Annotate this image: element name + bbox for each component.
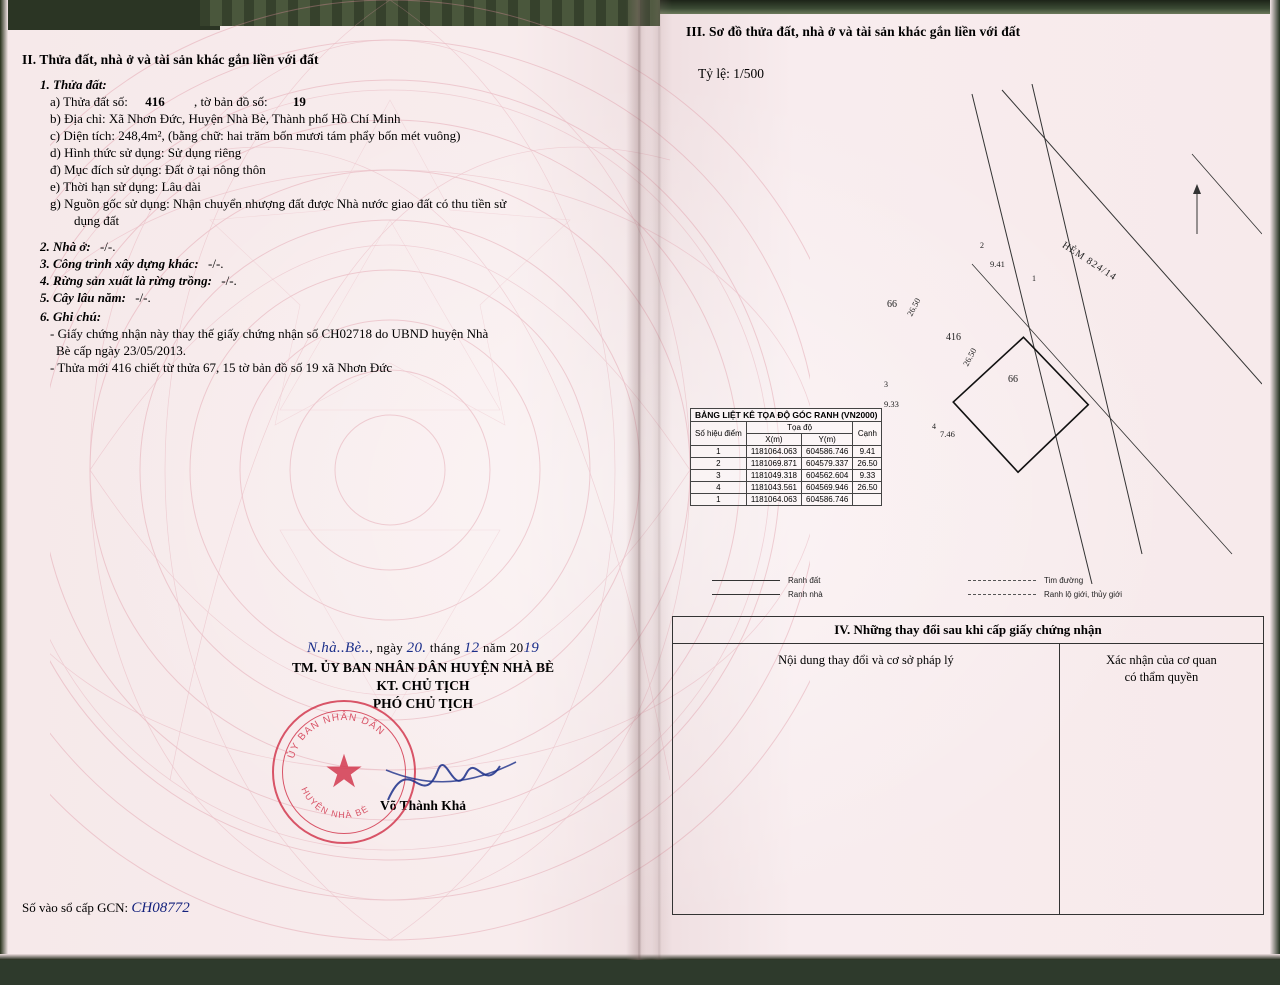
neighbor-parcel-1: 66 [887,299,897,310]
section-3-container [672,24,1262,684]
coord-header-y: Y(m) [802,434,853,446]
coordinate-table-caption: BẢNG LIỆT KÊ TỌA ĐỘ GÓC RANH (VN2000) [691,409,882,422]
use-origin-line-2: dụng đất [74,213,120,228]
parcel-map [672,84,1262,584]
use-purpose-line: đ) Mục đích sử dụng: Đất ở tại nông thôn [50,162,266,177]
section-2-heading: II. Thửa đất, nhà ở và tài sản khác gắn liền với đất [22,52,319,67]
signature-authority: TM. ỦY BAN NHÂN DÂN HUYỆN NHÀ BÈ [291,660,554,675]
coord-edge: 26.50 [853,482,882,494]
item-2-line [22,238,622,255]
edge-dim-3: 26.50 [960,346,979,368]
coord-header-x: X(m) [746,434,801,446]
coord-x: 1181043.561 [746,482,801,494]
signature-day: 20. [406,640,427,656]
signature-place-date [258,640,588,657]
coord-edge: 9.33 [853,470,882,482]
gcn-footer [22,900,190,917]
scale-label: Tỷ lệ: 1/500 [698,66,764,81]
use-origin-line: g) Nguồn gốc sử dụng: Nhận chuyển nhượng đất được Nhà nước giao đất có thu tiền sử [50,196,507,211]
legend-item [712,576,1272,585]
item-3-value: -/-. [208,256,224,271]
section-2-container [22,52,622,376]
use-form-line: d) Hình thức sử dụng: Sử dụng riêng [50,145,242,160]
photo-edge-top-middle [200,0,660,26]
section-4-table [672,616,1264,915]
map-sheet-label: , tờ bản đồ số: [193,94,268,109]
coord-point: 1 [691,494,747,506]
corner-point-3: 3 [884,380,888,389]
coord-y: 604586.746 [802,446,853,458]
legend-label: Tim đường [1044,576,1084,585]
signature-place: N.hà..Bè.. [306,640,370,656]
edge-dim-1: 9.41 [990,259,1005,269]
gcn-label: Số vào sổ cấp GCN: [22,900,129,915]
map-legend [712,576,1272,604]
coord-header-group: Tọa độ [746,422,853,434]
signer-name: Võ Thành Khả [379,798,467,813]
signature-date-prefix: , ngày [369,640,404,655]
coord-y: 604569.946 [802,482,853,494]
signature-role-2: PHÓ CHỦ TỊCH [372,696,474,711]
dashed-line-icon [968,580,1036,581]
signature-year: 19 [523,640,540,656]
section-4-col-confirm[interactable] [1060,644,1263,914]
coord-point: 1 [691,446,747,458]
item-6-label: 6. Ghi chú: [40,309,102,324]
signature-year-label: năm 20 [483,640,524,655]
coord-edge: 9.41 [853,446,882,458]
legend-label: Ranh nhà [788,590,823,599]
item-5-line [22,289,622,306]
svg-text:ỦY BAN NHÂN DÂN: ỦY BAN NHÂN DÂN [285,711,387,761]
corner-point-4: 4 [932,422,936,431]
section-4-col-content[interactable] [673,644,1060,914]
table-row [691,494,882,506]
seal-star-icon: ★ [323,746,365,797]
edge-dim-4: 9.33 [884,399,899,409]
area-line: c) Diện tích: 248,4m², (bằng chữ: hai trăm bốn mươi tám phẩy bốn mét vuông) [50,128,461,143]
table-row [691,446,882,458]
table-row [691,482,882,494]
coord-edge [853,494,882,506]
page-fold-shadow-2 [646,0,672,960]
item-4-line [22,272,622,289]
item-5-label: 5. Cây lâu năm: [40,290,126,305]
item-5-value: -/-. [135,290,151,305]
signature-month-label: tháng [429,640,461,655]
note-line-2: - Thửa mới 416 chiết từ thửa 67, 15 tờ bản đồ số 19 xã Nhơn Đức [50,360,393,375]
handwritten-signature [380,740,520,810]
coord-x: 1181064.063 [746,494,801,506]
coord-point: 2 [691,458,747,470]
coordinate-table [690,408,882,506]
coord-edge: 26.50 [853,458,882,470]
item-1-title: 1. Thửa đất: [40,77,107,92]
parcel-number-label: a) Thửa đất số: [50,94,128,109]
use-duration-line: e) Thời hạn sử dụng: Lâu dài [50,179,201,194]
item-4-value: -/-. [221,273,237,288]
parcel-label: 416 [946,332,961,343]
confirm-line-2: có thẩm quyền [1124,670,1199,684]
signature-month: 12 [463,640,480,656]
edge-dim-5: 7.46 [940,429,955,439]
edge-dim-2: 26.50 [904,296,923,318]
coord-header-edge: Cạnh [853,422,882,446]
corner-point-2: 2 [980,241,984,250]
address-line: b) Địa chỉ: Xã Nhơn Đức, Huyện Nhà Bè, Thành phố Hồ Chí Minh [50,111,401,126]
item-3-label: 3. Công trình xây dựng khác: [40,256,199,271]
coord-y: 604586.746 [802,494,853,506]
section-3-heading: III. Sơ đồ thửa đất, nhà ở và tài sản khác gắn liền với đất [686,24,1021,39]
item-4-label: 4. Rừng sản xuất là rừng trồng: [40,273,212,288]
coord-x: 1181064.063 [746,446,801,458]
coord-x: 1181049.318 [746,470,801,482]
coord-x: 1181069.871 [746,458,801,470]
corner-point-1: 1 [1032,274,1036,283]
item-2-label: 2. Nhà ở: [40,239,91,254]
svg-text:HUYỆN NHÀ BÈ: HUYỆN NHÀ BÈ [299,785,371,821]
dashed-line-icon [968,594,1036,595]
note-line-1: - Giấy chứng nhận này thay thế giấy chứng nhận số CH02718 do UBND huyện Nhà [50,326,489,341]
road-name-label: HẺM 824/14 [1060,239,1119,284]
solid-line-icon [712,580,780,581]
coord-y: 604562.604 [802,470,853,482]
coord-point: 3 [691,470,747,482]
coord-point: 4 [691,482,747,494]
map-sheet-value: 19 [292,94,306,109]
section-4-heading: IV. Những thay đổi sau khi cấp giấy chứng nhận [673,617,1263,644]
parcel-number-value: 416 [145,94,165,109]
solid-line-icon [712,594,780,595]
gcn-value: CH08772 [131,900,190,916]
photo-edge-left [0,0,8,960]
photo-edge-right [1270,0,1280,960]
confirm-line-1: Xác nhận của cơ quan [1106,653,1217,667]
coord-header-point: Số hiệu điểm [691,422,747,446]
legend-label: Ranh lộ giới, thủy giới [1044,590,1123,599]
legend-label: Ranh đất [788,576,821,585]
item-2-value: -/-. [99,239,116,254]
table-row [691,470,882,482]
legend-item [712,590,1272,599]
neighbor-parcel-2: 66 [1008,374,1018,385]
section-4-col-content-header: Nội dung thay đổi và cơ sở pháp lý [778,653,954,667]
parcel-number-line [22,93,622,110]
note-line-1b: Bè cấp ngày 23/05/2013. [56,343,186,358]
table-row [691,458,882,470]
coord-y: 604579.337 [802,458,853,470]
section-4-col-confirm-header [1100,644,1223,914]
photo-edge-top-left [0,0,220,30]
signature-role-1: KT. CHỦ TỊCH [376,678,470,693]
item-3-line [22,255,622,272]
